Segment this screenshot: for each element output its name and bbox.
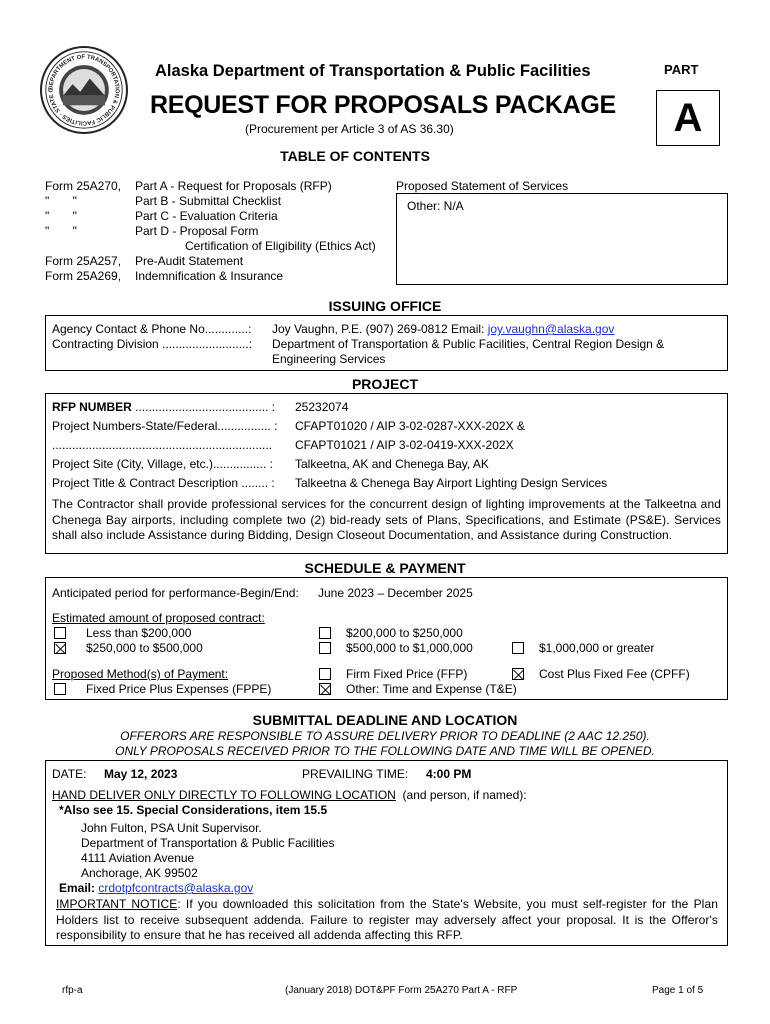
option-500k-1m: $500,000 to $1,000,000 xyxy=(346,641,473,655)
deliver-instruction: HAND DELIVER ONLY DIRECTLY TO FOLLOWING LOCATION (and person, if named): xyxy=(52,788,527,802)
document-subtitle: (Procurement per Article 3 of AS 36.30) xyxy=(245,122,454,136)
important-notice: IMPORTANT NOTICE: If you downloaded this solicitation from the State's Website, you must self-register for the Plan Holders list to receive subsequent addenda. Failure to register may adversely affect your proposal. It is the Offeror's responsibility to ensure that he has received all addenda affecting this RFP. xyxy=(56,897,718,942)
deadline-warning-2: ONLY PROPOSALS RECEIVED PRIOR TO THE FOLLOWING DATE AND TIME WILL BE OPENED. xyxy=(115,744,655,758)
estimate-label: Estimated amount of proposed contract: xyxy=(52,611,265,625)
contact-email-link[interactable]: joy.vaughn@alaska.gov xyxy=(487,322,615,336)
toc-row: Form 25A257, Pre-Audit Statement xyxy=(45,254,244,268)
toc-row: " " Part C - Evaluation Criteria xyxy=(45,209,278,223)
part-letter-box xyxy=(656,90,720,146)
option-1m-or-greater: $1,000,000 or greater xyxy=(539,641,655,655)
payment-method-label: Proposed Method(s) of Payment: xyxy=(52,667,229,681)
toc-row: Form 25A269, Indemnification & Insurance xyxy=(45,269,284,283)
option-ffp: Firm Fixed Price (FFP) xyxy=(346,667,468,681)
division-value: Department of Transportation & Public Facilities, Central Region Design & xyxy=(272,337,665,351)
delivery-email: Email: crdotpfcontracts@alaska.gov xyxy=(59,881,254,895)
footer-left: rfp-a xyxy=(62,985,83,996)
address-line-1: John Fulton, PSA Unit Supervisor. xyxy=(81,821,262,835)
checkbox-fppe[interactable] xyxy=(54,683,66,695)
proposed-services-box xyxy=(396,193,728,285)
issuing-office-box xyxy=(45,315,728,371)
toc-row: " " Part B - Submittal Checklist xyxy=(45,194,282,208)
checkbox-1m-or-greater[interactable] xyxy=(512,642,524,654)
toc-row: Certification of Eligibility (Ethics Act) xyxy=(135,239,376,253)
part-label: PART xyxy=(664,62,699,77)
address-line-4: Anchorage, AK 99502 xyxy=(81,866,198,880)
proposed-services-label: Proposed Statement of Services xyxy=(396,179,569,193)
project-description: The Contractor shall provide professional services for the concurrent design of lighting improvements at the Talkeetna and Chenega Bay airports, including complete two (2) bid-ready sets of Plans, Specifications, and Estimate (PS&E). Services shall also include Assistance during Bidding, Design Closeout Documentation, and Assistance during Construction. xyxy=(52,497,721,542)
footer-right: Page 1 of 5 xyxy=(652,985,704,996)
date-label: DATE: xyxy=(52,767,87,781)
division-label: Contracting Division ..........................: xyxy=(52,337,253,351)
project-numbers-value-2: CFAPT01021 / AIP 3-02-0419-XXX-202X xyxy=(295,438,514,452)
contact-label: Agency Contact & Phone No.............: xyxy=(52,322,252,336)
project-site-label: Project Site (City, Village, etc.)................ : xyxy=(52,457,273,471)
document-title: REQUEST FOR PROPOSALS PACKAGE xyxy=(150,91,616,119)
period-value: June 2023 – December 2025 xyxy=(318,586,473,600)
address-line-3: 4111 Aviation Avenue xyxy=(81,851,195,865)
agency-name: Alaska Department of Transportation & Public Facilities xyxy=(155,62,591,80)
also-see-note: *Also see 15. Special Considerations, item 15.5 xyxy=(59,803,328,817)
time-label: PREVAILING TIME: xyxy=(302,767,409,781)
agency-seal xyxy=(40,46,128,134)
toc-row: " " Part D - Proposal Form xyxy=(45,224,259,238)
option-250k-500k: $250,000 to $500,000 xyxy=(86,641,203,655)
option-other: Other: Time and Expense (T&E) xyxy=(346,682,517,696)
period-label: Anticipated period for performance-Begin/End: xyxy=(52,586,299,600)
date-value: May 12, 2023 xyxy=(104,767,178,781)
deadline-box xyxy=(45,760,728,946)
checkbox-other[interactable] xyxy=(319,683,331,695)
project-numbers-dots: .................................................................. xyxy=(52,438,273,452)
project-box xyxy=(45,393,728,554)
rfp-number-value: 25232074 xyxy=(295,400,349,414)
checkbox-250k-500k[interactable] xyxy=(54,642,66,654)
deadline-warning-1: OFFERORS ARE RESPONSIBLE TO ASSURE DELIVERY PRIOR TO DEADLINE (2 AAC 12.250). xyxy=(120,729,650,743)
checkbox-500k-1m[interactable] xyxy=(319,642,331,654)
project-title-label: Project Title & Contract Description ........ : xyxy=(52,476,275,490)
contact-value: Joy Vaughn, P.E. (907) 269-0812 Email: joy.vaughn@alaska.gov xyxy=(272,322,615,336)
checkbox-cpff[interactable] xyxy=(512,668,524,680)
option-less-than-200k: Less than $200,000 xyxy=(86,626,192,640)
schedule-box xyxy=(45,577,728,700)
option-fppe: Fixed Price Plus Expenses (FPPE) xyxy=(86,682,272,696)
project-numbers-label: Project Numbers-State/Federal................ : xyxy=(52,419,278,433)
part-letter: A xyxy=(673,95,703,140)
schedule-title: SCHEDULE & PAYMENT xyxy=(304,560,466,576)
delivery-email-link[interactable]: crdotpfcontracts@alaska.gov xyxy=(98,881,254,895)
project-title-value: Talkeetna & Chenega Bay Airport Lighting Design Services xyxy=(295,476,608,490)
division-value-cont: Engineering Services xyxy=(272,352,386,366)
proposed-services-value: Other: N/A xyxy=(407,199,464,213)
project-site-value: Talkeetna, AK and Chenega Bay, AK xyxy=(295,457,489,471)
rfp-number-label: RFP NUMBER ........................................ : xyxy=(52,400,276,414)
project-numbers-value: CFAPT01020 / AIP 3-02-0287-XXX-202X & xyxy=(295,419,525,433)
option-cpff: Cost Plus Fixed Fee (CPFF) xyxy=(539,667,690,681)
checkbox-200k-250k[interactable] xyxy=(319,627,331,639)
checkbox-ffp[interactable] xyxy=(319,668,331,680)
footer-center: (January 2018) DOT&PF Form 25A270 Part A - RFP xyxy=(285,985,518,996)
toc-title: TABLE OF CONTENTS xyxy=(280,148,430,164)
time-value: 4:00 PM xyxy=(426,767,472,781)
issuing-office-title: ISSUING OFFICE xyxy=(328,298,442,314)
address-line-2: Department of Transportation & Public Facilities xyxy=(81,836,335,850)
option-200k-250k: $200,000 to $250,000 xyxy=(346,626,463,640)
project-title: PROJECT xyxy=(351,376,419,392)
toc-row: Form 25A270, Part A - Request for Proposals (RFP) xyxy=(45,179,332,193)
deadline-title: SUBMITTAL DEADLINE AND LOCATION xyxy=(252,712,518,728)
checkbox-less-than-200k[interactable] xyxy=(54,627,66,639)
toc-list xyxy=(45,179,376,284)
svg-text:DEPARTMENT OF TRANSPORTATION &: DEPARTMENT OF TRANSPORTATION & PUBLIC FACILITIES · STATE O xyxy=(48,54,120,126)
